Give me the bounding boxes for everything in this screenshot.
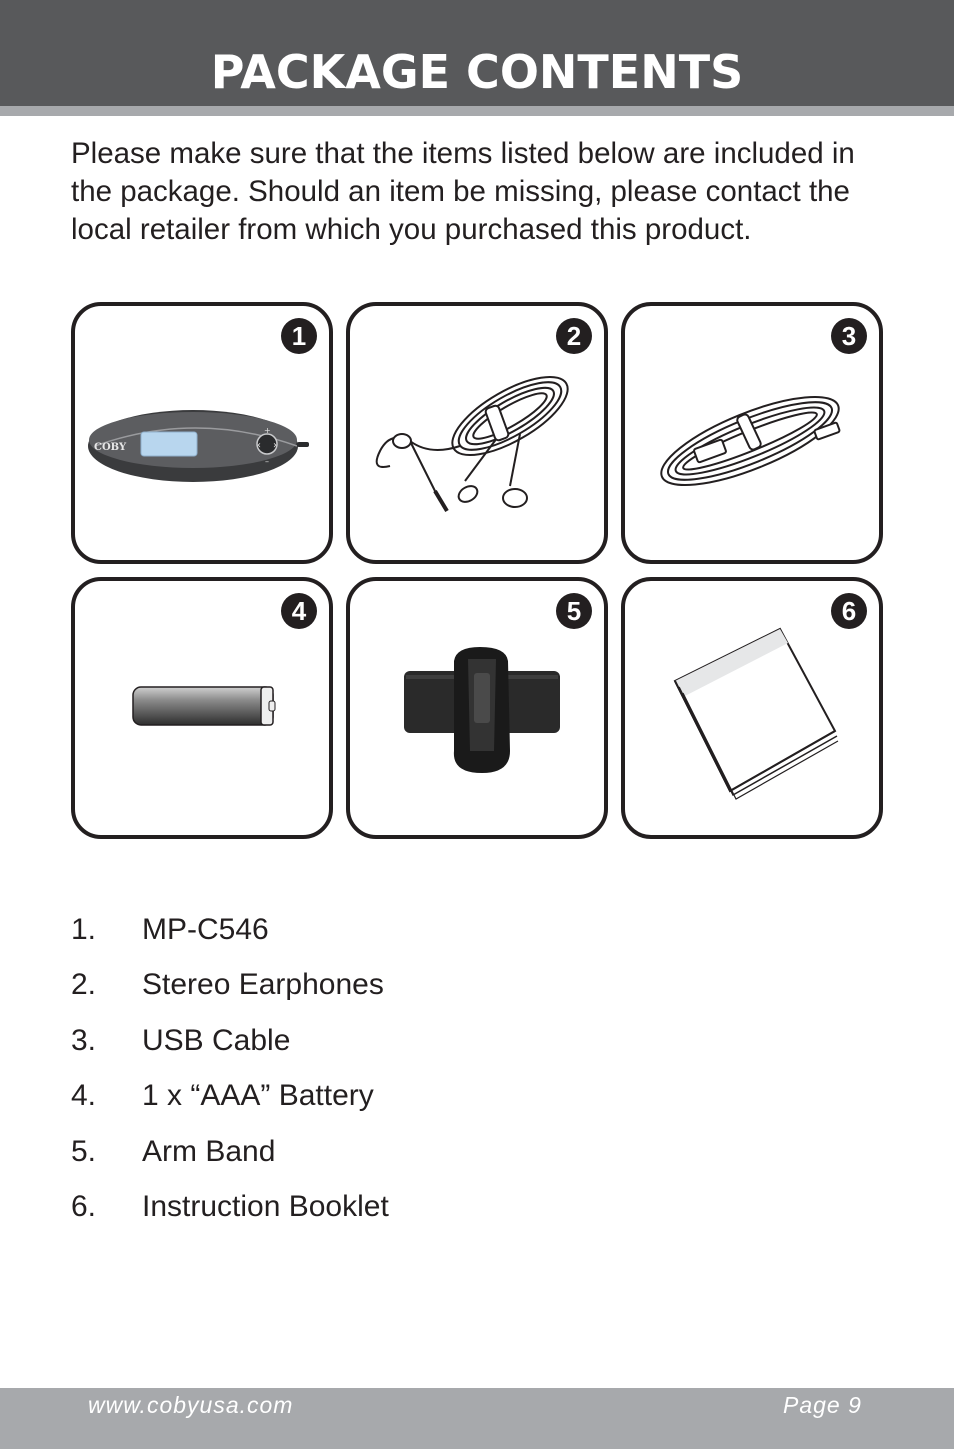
page-title: PACKAGE CONTENTS	[210, 45, 744, 99]
badge-3: 3	[831, 318, 867, 354]
item-number: 1.	[71, 913, 97, 946]
footer-url-link[interactable]: www.cobyusa.com	[88, 1392, 294, 1418]
contents-list	[71, 908, 871, 1240]
item-number: 3.	[71, 1023, 97, 1057]
tile-arm-band	[346, 577, 608, 839]
header-rule	[0, 106, 954, 116]
tile-battery	[71, 577, 333, 839]
item-number: 2.	[71, 968, 97, 1002]
badge-5: 5	[556, 593, 592, 629]
item-label: Instruction Booklet	[142, 1189, 389, 1223]
badge-1: 1	[281, 318, 317, 354]
item-number: 5.	[71, 1134, 97, 1168]
coby-logo-text: COBY	[94, 442, 127, 453]
list-item	[71, 1074, 871, 1129]
tile-earphones	[346, 302, 608, 564]
svg-text:+: +	[264, 426, 271, 435]
tile-usb-cable	[621, 302, 883, 564]
list-item	[71, 908, 871, 963]
badge-4: 4	[281, 593, 317, 629]
item-label: MP-C546	[142, 913, 269, 946]
svg-text:–: –	[265, 457, 269, 466]
item-number: 6.	[71, 1189, 97, 1223]
list-item	[71, 1185, 871, 1240]
badge-2: 2	[556, 318, 592, 354]
item-label: Arm Band	[142, 1134, 276, 1168]
svg-text:‹: ‹	[257, 440, 261, 451]
item-number: 4.	[71, 1079, 97, 1113]
badge-6: 6	[831, 593, 867, 629]
page-number: Page 9	[783, 1392, 862, 1418]
tile-mp3-player	[71, 302, 333, 564]
item-label: USB Cable	[142, 1023, 291, 1057]
svg-text:›: ›	[273, 440, 277, 451]
intro-paragraph: Please make sure that the items listed below are included in the package. Should an item be missing, please contact the local retailer from which you purchased this product.	[71, 137, 855, 246]
item-label: 1 x “AAA” Battery	[142, 1079, 374, 1113]
list-item	[71, 1130, 871, 1185]
list-item	[71, 963, 871, 1018]
tile-booklet	[621, 577, 883, 839]
list-item	[71, 1019, 871, 1074]
item-label: Stereo Earphones	[142, 968, 384, 1002]
